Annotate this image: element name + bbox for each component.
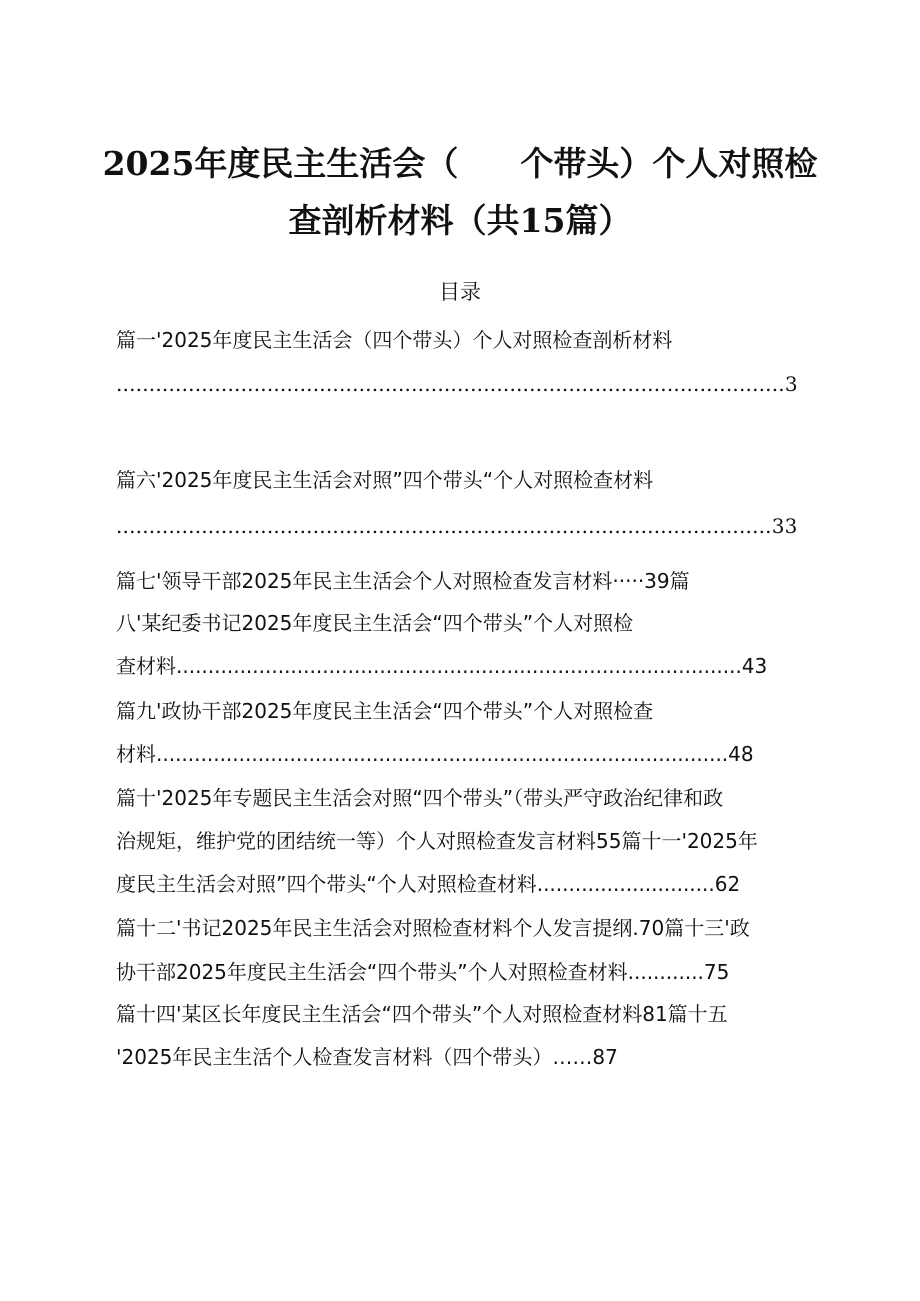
title-part-b: 个带头）个人对照检 [520,144,818,183]
title-year: 2025 [102,144,195,183]
toc-entry-8-title[interactable]: 八'某纪委书记2025年度民主生活会“四个带头”个人对照检 [116,611,634,635]
toc-entry-1-title[interactable]: 篇一'2025年度民主生活会（四个带头）个人对照检查剖析材料 [116,328,673,352]
toc-heading: 目录 [439,280,481,304]
toc-entry-14[interactable]: 篇十四'某区长年度民主生活会“四个带头”个人对照检查材料81篇十五 [116,1002,728,1026]
document-title-line-2 [0,195,920,242]
toc-entry-11[interactable]: 度民主生活会对照”四个带头“个人对照检查材料............................62 [116,872,741,896]
toc-entry-9-title[interactable]: 篇九'政协干部2025年度民主生活会“四个带头”个人对照检查 [116,699,654,723]
toc-entry-15[interactable]: '2025年民主生活个人检查发言材料（四个带头）……87 [116,1045,618,1069]
toc-entry-10-line-1[interactable]: 篇十'2025年专题民主生活会对照“四个带头”（带头严守政治纪律和政 [116,786,724,810]
toc-entry-8-leader[interactable]: 查材料.........................................................................................43 [116,654,768,678]
toc-entry-6-leader[interactable]: ....................................................................................................33 [116,514,798,538]
title-count: 15 [519,201,566,240]
toc-entry-7[interactable]: 篇七'领导干部2025年民主生活会个人对照检查发言材料·····39篇 [116,569,690,593]
title-line2-b: 篇） [565,201,632,240]
document-title-line-1 [0,138,920,185]
toc-entry-10-line-2[interactable]: 治规矩，维护党的团结统一等）个人对照检查发言材料55篇十一'2025年 [116,829,758,853]
title-part-a: 年度民主生活会（ [194,144,459,183]
toc-entry-9-leader[interactable]: 材料..........................................................................................48 [116,742,754,766]
title-line2-a: 查剖析材料（共 [288,201,520,240]
toc-entry-6-title[interactable]: 篇六'2025年度民主生活会对照”四个带头“个人对照检查材料 [116,468,654,492]
toc-entry-13[interactable]: 协干部2025年度民主生活会“四个带头”个人对照检查材料............75 [116,960,730,984]
toc-entry-1-leader[interactable]: ......................................................................................................3 [116,372,798,396]
toc-entry-12[interactable]: 篇十二'书记2025年民主生活会对照检查材料个人发言提纲.70篇十三'政 [116,916,750,940]
